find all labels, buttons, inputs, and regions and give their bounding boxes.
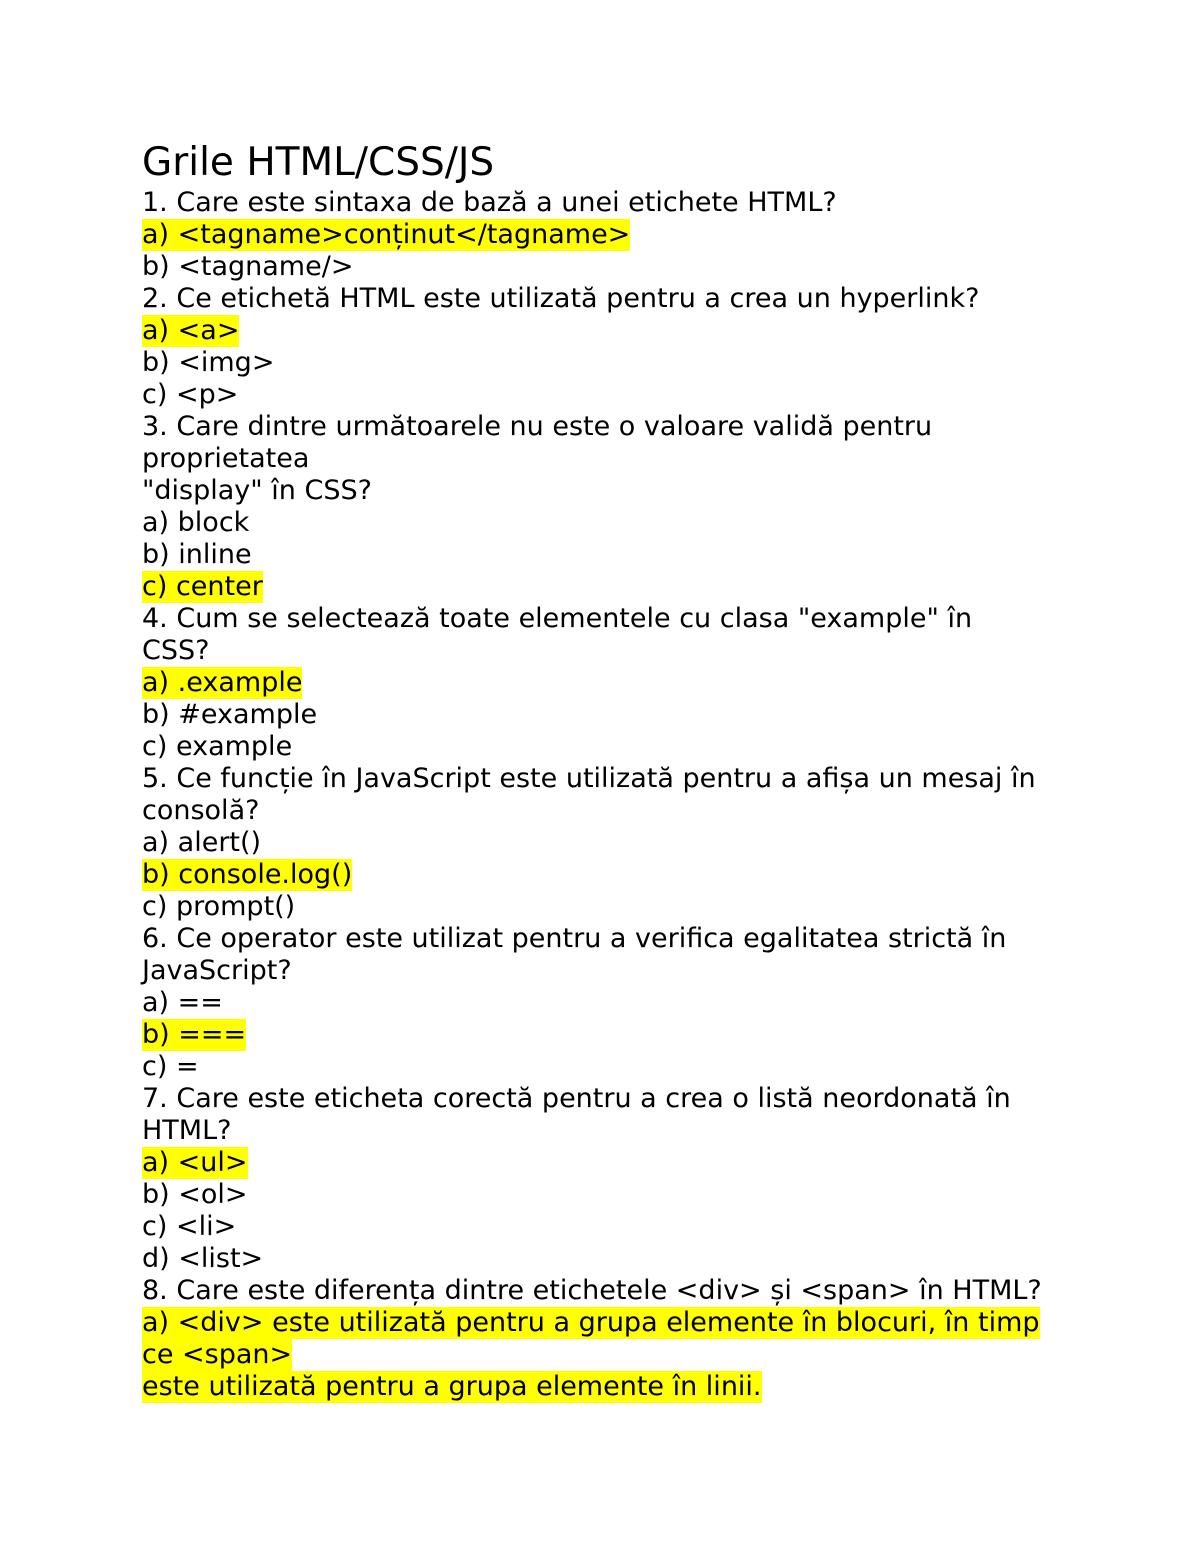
question-text-line xyxy=(142,923,1142,955)
option-text: b) console.log() xyxy=(142,859,353,890)
question-text: "display" în CSS? xyxy=(142,475,372,506)
question-text-line xyxy=(142,187,1142,219)
option-line xyxy=(142,379,1142,411)
document-title: Grile HTML/CSS/JS xyxy=(142,140,495,185)
question-4 xyxy=(142,603,1142,763)
option-line xyxy=(142,1339,1142,1371)
question-7 xyxy=(142,1083,1142,1275)
option-text: b) <ol> xyxy=(142,1179,248,1210)
question-text: 3. Care dintre următoarele nu este o valoare validă pentru xyxy=(142,411,933,442)
option-text: c) prompt() xyxy=(142,891,296,922)
question-text-line xyxy=(142,1083,1142,1115)
option-line xyxy=(142,1147,1142,1179)
option-text: b) === xyxy=(142,1019,247,1050)
question-2 xyxy=(142,283,1142,411)
option-4a xyxy=(142,667,1142,699)
option-3b xyxy=(142,539,1142,571)
option-line xyxy=(142,699,1142,731)
question-text-line xyxy=(142,635,1142,667)
option-2b xyxy=(142,347,1142,379)
option-text: b) #example xyxy=(142,699,318,730)
question-text-line xyxy=(142,475,1142,507)
option-7b xyxy=(142,1179,1142,1211)
option-1a xyxy=(142,219,1142,251)
option-text: c) = xyxy=(142,1051,199,1082)
option-text: este utilizată pentru a grupa elemente în linii. xyxy=(142,1371,762,1402)
option-3c xyxy=(142,571,1142,603)
option-text: c) <p> xyxy=(142,379,239,410)
option-text: a) .example xyxy=(142,667,303,698)
option-text: a) == xyxy=(142,987,223,1018)
option-8a xyxy=(142,1307,1142,1403)
question-text: 2. Ce etichetă HTML este utilizată pentru a crea un hyperlink? xyxy=(142,283,980,314)
option-7d xyxy=(142,1243,1142,1275)
option-line xyxy=(142,1211,1142,1243)
option-7a xyxy=(142,1147,1142,1179)
option-line xyxy=(142,539,1142,571)
question-8 xyxy=(142,1275,1142,1403)
option-text: a) <a> xyxy=(142,315,240,346)
option-line xyxy=(142,827,1142,859)
question-text: 7. Care este eticheta corectă pentru a crea o listă neordonată în xyxy=(142,1083,1011,1114)
question-text-line xyxy=(142,603,1142,635)
question-text-line xyxy=(142,283,1142,315)
option-4c xyxy=(142,731,1142,763)
question-text-line xyxy=(142,795,1142,827)
question-text-line xyxy=(142,763,1142,795)
option-2a xyxy=(142,315,1142,347)
option-5b xyxy=(142,859,1142,891)
option-7c xyxy=(142,1211,1142,1243)
question-text: 4. Cum se selectează toate elementele cu clasa "example" în xyxy=(142,603,973,634)
option-2c xyxy=(142,379,1142,411)
question-1 xyxy=(142,187,1142,283)
question-text: CSS? xyxy=(142,635,210,666)
question-text: 5. Ce funcție în JavaScript este utilizată pentru a afișa un mesaj în xyxy=(142,763,1036,794)
option-line xyxy=(142,1019,1142,1051)
option-6a xyxy=(142,987,1142,1019)
option-line xyxy=(142,731,1142,763)
option-5c xyxy=(142,891,1142,923)
option-text: c) example xyxy=(142,731,293,762)
question-6 xyxy=(142,923,1142,1083)
option-1b xyxy=(142,251,1142,283)
option-line xyxy=(142,347,1142,379)
option-text: a) alert() xyxy=(142,827,262,858)
option-6c xyxy=(142,1051,1142,1083)
option-line xyxy=(142,219,1142,251)
option-line xyxy=(142,667,1142,699)
option-text: d) <list> xyxy=(142,1243,264,1274)
option-line xyxy=(142,1243,1142,1275)
question-text: HTML? xyxy=(142,1115,232,1146)
option-line xyxy=(142,859,1142,891)
question-text: 8. Care este diferența dintre etichetele <div> și <span> în HTML? xyxy=(142,1275,1042,1306)
option-line xyxy=(142,571,1142,603)
question-text-line xyxy=(142,443,1142,475)
question-text-line xyxy=(142,955,1142,987)
question-3 xyxy=(142,411,1142,603)
option-line xyxy=(142,1307,1142,1339)
option-line xyxy=(142,987,1142,1019)
option-text: c) center xyxy=(142,571,263,602)
option-text: a) <tagname>conținut</tagname> xyxy=(142,219,631,250)
option-line xyxy=(142,1179,1142,1211)
question-text: consolă? xyxy=(142,795,260,826)
option-line xyxy=(142,1371,1142,1403)
question-5 xyxy=(142,763,1142,923)
question-text: proprietatea xyxy=(142,443,310,474)
option-text: a) block xyxy=(142,507,250,538)
option-text: a) <div> este utilizată pentru a grupa elemente în blocuri, în timp xyxy=(142,1307,1040,1338)
option-text: b) <img> xyxy=(142,347,275,378)
option-text: ce <span> xyxy=(142,1339,293,1370)
option-4b xyxy=(142,699,1142,731)
quiz-document xyxy=(142,141,1142,1403)
option-line xyxy=(142,315,1142,347)
option-line xyxy=(142,1051,1142,1083)
option-3a xyxy=(142,507,1142,539)
question-text: JavaScript? xyxy=(142,955,292,986)
option-line xyxy=(142,507,1142,539)
question-text-line xyxy=(142,411,1142,443)
option-line xyxy=(142,891,1142,923)
option-text: c) <li> xyxy=(142,1211,237,1242)
option-text: b) <tagname/> xyxy=(142,251,354,282)
option-text: b) inline xyxy=(142,539,252,570)
question-text: 6. Ce operator este utilizat pentru a verifica egalitatea strictă în xyxy=(142,923,1007,954)
question-text-line xyxy=(142,1275,1142,1307)
question-text-line xyxy=(142,1115,1142,1147)
option-text: a) <ul> xyxy=(142,1147,248,1178)
question-text: 1. Care este sintaxa de bază a unei etichete HTML? xyxy=(142,187,837,218)
option-5a xyxy=(142,827,1142,859)
option-6b xyxy=(142,1019,1142,1051)
option-line xyxy=(142,251,1142,283)
